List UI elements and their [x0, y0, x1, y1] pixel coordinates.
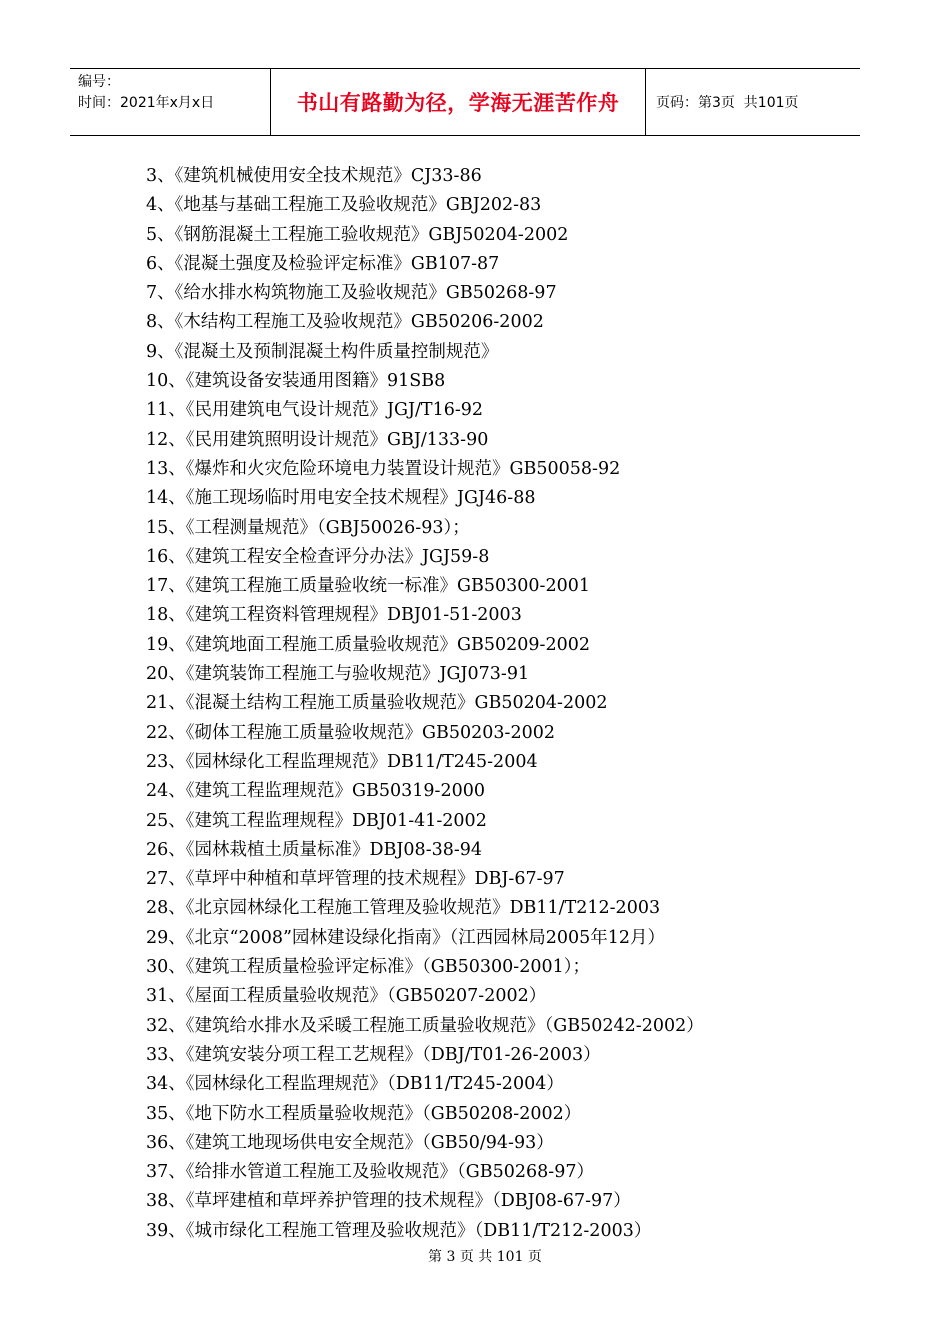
header-number-label: 编号： [78, 74, 120, 90]
reference-item: 38、《草坪建植和草坪养护管理的技术规程》（DBJ08-67-97） [146, 1191, 631, 1212]
reference-item: 19、《建筑地面工程施工质量验收规范》GB50209-2002 [146, 634, 590, 655]
reference-item: 7、《给水排水构筑物施工及验收规范》GB50268-97 [146, 283, 557, 304]
reference-item: 24、《建筑工程监理规范》GB50319-2000 [146, 781, 485, 802]
header-meta [70, 69, 271, 135]
reference-item: 20、《建筑装饰工程施工与验收规范》JGJ073-91 [146, 664, 530, 685]
reference-item: 39、《城市绿化工程施工管理及验收规范》（DB11/T212-2003） [146, 1220, 652, 1241]
reference-item: 10、《建筑设备安装通用图籍》91SB8 [146, 371, 446, 392]
header-motto: 书山有路勤为径，学海无涯苦作舟 [271, 69, 646, 135]
reference-item: 36、《建筑工地现场供电安全规范》（GB50/94-93） [146, 1132, 554, 1153]
reference-item: 21、《混凝土结构工程施工质量验收规范》GB50204-2002 [146, 693, 608, 714]
reference-item: 5、《钢筋混凝土工程施工验收规范》GBJ50204-2002 [146, 224, 569, 245]
reference-item: 6、《混凝土强度及检验评定标准》GB107-87 [146, 253, 500, 274]
reference-item: 27、《草坪中种植和草坪管理的技术规程》DBJ-67-97 [146, 869, 565, 890]
reference-list [146, 162, 846, 1246]
reference-item: 28、《北京园林绿化工程施工管理及验收规范》DB11/T212-2003 [146, 898, 661, 919]
reference-item: 18、《建筑工程资料管理规程》DBJ01-51-2003 [146, 605, 522, 626]
reference-item: 34、《园林绿化工程监理规范》（DB11/T245-2004） [146, 1074, 564, 1095]
reference-item: 29、《北京“2008”园林建设绿化指南》（江西园林局2005年12月） [146, 927, 665, 948]
reference-item: 16、《建筑工程安全检查评分办法》JGJ59-8 [146, 546, 490, 567]
reference-item: 13、《爆炸和火灾危险环境电力装置设计规范》GB50058-92 [146, 458, 621, 479]
reference-item: 35、《地下防水工程质量验收规范》（GB50208-2002） [146, 1103, 582, 1124]
reference-item: 25、《建筑工程监理规程》DBJ01-41-2002 [146, 810, 487, 831]
reference-item: 30、《建筑工程质量检验评定标准》（GB50300-2001）； [146, 957, 590, 978]
reference-item: 8、《木结构工程施工及验收规范》GB50206-2002 [146, 312, 544, 333]
reference-item: 23、《园林绿化工程监理规范》DB11/T245-2004 [146, 751, 538, 772]
reference-item: 32、《建筑给水排水及采暖工程施工质量验收规范》（GB50242-2002） [146, 1015, 704, 1036]
reference-item: 15、《工程测量规范》（GBJ50026-93）； [146, 517, 470, 538]
reference-item: 31、《屋面工程质量验收规范》（GB50207-2002） [146, 986, 547, 1007]
reference-item: 14、《施工现场临时用电安全技术规程》JGJ46-88 [146, 488, 536, 509]
reference-item: 4、《地基与基础工程施工及验收规范》GBJ202-83 [146, 195, 542, 216]
header-date-label: 时间：2021年x月x日 [78, 95, 215, 111]
header-page-info: 页码：第3页 共101页 [656, 95, 799, 111]
reference-item: 22、《砌体工程施工质量验收规范》GB50203-2002 [146, 722, 555, 743]
reference-item: 9、《混凝土及预制混凝土构件质量控制规范》 [146, 341, 499, 362]
reference-item: 26、《园林栽植土质量标准》DBJ08-38-94 [146, 839, 483, 860]
reference-item: 11、《民用建筑电气设计规范》JGJ/T16-92 [146, 400, 484, 421]
reference-item: 33、《建筑安装分项工程工艺规程》（DBJ/T01-26-2003） [146, 1044, 601, 1065]
reference-item: 17、《建筑工程施工质量验收统一标准》GB50300-2001 [146, 576, 590, 597]
reference-item: 12、《民用建筑照明设计规范》GBJ/133-90 [146, 429, 489, 450]
reference-item: 3、《建筑机械使用安全技术规范》CJ33-86 [146, 166, 482, 186]
document-header [70, 68, 860, 136]
page-footer: 第 3 页 共 101 页 [428, 1249, 542, 1265]
reference-item: 37、《给排水管道工程施工及验收规范》（GB50268-97） [146, 1162, 594, 1183]
